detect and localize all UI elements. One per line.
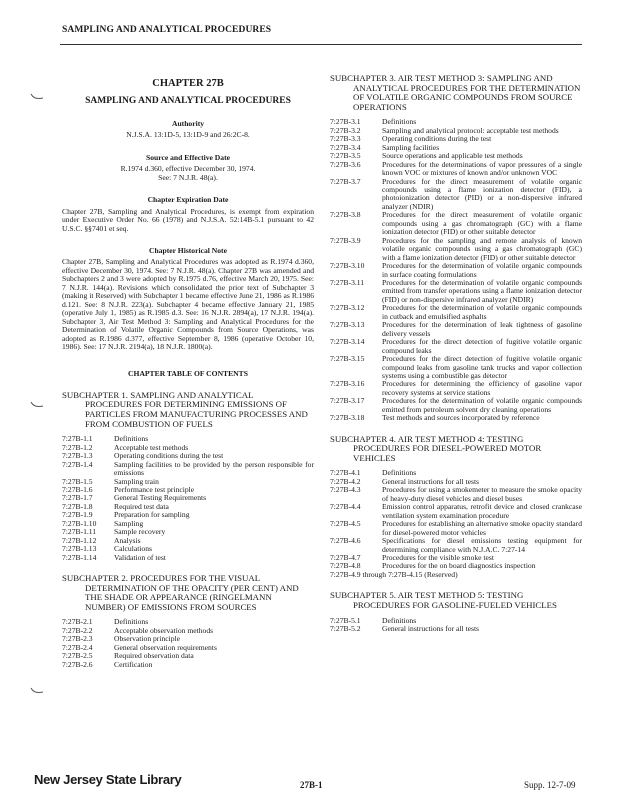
toc-entry <box>330 520 582 537</box>
toc-entry-title: Required test data <box>114 501 169 511</box>
subchapter-heading-rest: PROCEDURES FOR GASOLINE-FUELED VEHICLES <box>353 599 557 610</box>
toc-entry <box>330 571 582 579</box>
toc-entry-title: Procedures for the direct detection of fugitive volatile organic compound leaks <box>382 337 582 355</box>
toc-entry-number: 7:27B-1.11 <box>62 527 97 537</box>
toc-entry-title: Emission control apparatus, retrofit device and closed crankcase ventilation system examination procedure <box>382 502 582 520</box>
toc-entry-number: 7:27B-3.9 <box>330 235 361 245</box>
toc-entry-title: General observation requirements <box>114 642 217 652</box>
toc-entry-number: 7:27B-2.3 <box>62 634 93 644</box>
toc-entry-title: Preparation for sampling <box>114 510 190 520</box>
toc-entry-title: Procedures for the sampling and remote analysis of known volatile organic compounds using a gas chromatograph (GC) with a flame ionization detector (FID) or other suitable detector <box>382 235 582 262</box>
left-column <box>62 76 314 669</box>
toc-entry-title: Sampling facilities <box>382 142 440 152</box>
binder-mark-top <box>30 88 44 96</box>
toc-entry-number: 7:27B-3.13 <box>330 320 365 330</box>
toc-entry <box>330 279 582 304</box>
toc-entry <box>330 135 582 143</box>
subchapter-3-list <box>330 118 582 422</box>
toc-entry-number: 7:27B-4.1 <box>330 468 361 478</box>
toc-entry-title: Procedures for the visible smoke test <box>382 553 494 562</box>
subchapter-2-heading <box>62 574 314 612</box>
toc-entry-title: Source operations and applicable test methods <box>382 151 523 161</box>
toc-entry-title: Sampling train <box>114 476 159 486</box>
toc-entry-number: 7:27B-1.8 <box>62 501 93 511</box>
subchapter-heading-line: SUBCHAPTER 3. AIR TEST METHOD 3: SAMPLING AND <box>330 73 553 83</box>
toc-entry-title: Acceptable test methods <box>114 442 189 452</box>
toc-entry-number: 7:27B-4.4 <box>330 502 361 512</box>
source-heading: Source and Effective Date <box>145 152 230 162</box>
toc-entry <box>330 178 582 212</box>
toc-entry-number: 7:27B-1.1 <box>62 434 93 444</box>
binder-mark-bottom <box>30 682 44 690</box>
toc-entry-title: Sampling and analytical protocol: acceptable test methods <box>382 125 559 135</box>
subchapter-3-heading <box>330 74 582 112</box>
toc-entry-title: Procedures for using a smokemeter to measure the smoke opacity of heavy-duty diesel vehicles and diesel buses <box>382 485 582 503</box>
toc-entry-number: 7:27B-2.4 <box>62 642 93 652</box>
toc-entry-title: Analysis <box>114 535 141 545</box>
toc-entry-title: Test methods and sources incorporated by reference <box>382 413 540 423</box>
toc-entry-title: Required observation data <box>114 651 194 661</box>
toc-entry-title: Procedures for the determination of volatile organic compounds emitted from petroleum solvent dry cleaning operations <box>382 396 582 414</box>
toc-entry-number: 7:27B-1.4 <box>62 459 93 469</box>
toc-entry <box>62 528 314 536</box>
toc-entry-title: Sample recovery <box>114 527 166 537</box>
chapter-title: SAMPLING AND ANALYTICAL PROCEDURES <box>85 96 291 107</box>
toc-entry-title: General Testing Requirements <box>114 493 207 503</box>
toc-entry <box>62 537 314 545</box>
toc-entry-title: Procedures for the direct measurement of volatile organic compounds using a gas chromatograph (GC) with a flame ionization detector (FID) or other suitable detector <box>382 210 582 237</box>
subchapter-heading-rest: ANALYTICAL PROCEDURES FOR THE DETERMINATION OF VOLATILE ORGANIC COMPOUNDS FROM SOURCE OPERATIONS <box>353 82 581 112</box>
toc-entry-number: 7:27B-3.17 <box>330 396 365 406</box>
toc-entry-number: 7:27B-3.18 <box>330 413 365 423</box>
toc-entry <box>330 321 582 338</box>
toc-entry-title: Procedures for the determinations of vapor pressures of a single known VOC or mixtures of known and/or unknown VOC <box>382 159 582 178</box>
toc-entry <box>62 511 314 519</box>
subchapter-1-list <box>62 435 314 562</box>
toc-entry-number: 7:27B-1.9 <box>62 510 93 520</box>
library-watermark: New Jersey State Library <box>34 772 182 787</box>
toc-entry <box>62 461 314 478</box>
subchapter-heading-line: SUBCHAPTER 4. AIR TEST METHOD 4: TESTING <box>330 433 524 444</box>
subchapter-heading-line: SUBCHAPTER 1. SAMPLING AND ANALYTICAL <box>62 389 254 400</box>
supplement-date: Supp. 12-7-09 <box>524 780 576 790</box>
toc-entry-title: Procedures for determining the efficiency of gasoline vapor recovery systems at service stations <box>382 379 582 397</box>
toc-entry-number: 7:27B-1.13 <box>62 544 97 554</box>
toc-entry-number: 7:27B-3.16 <box>330 379 365 389</box>
toc-entry-number: 7:27B-3.4 <box>330 142 361 152</box>
toc-entry-number: 7:27B-2.2 <box>62 625 93 635</box>
toc-entry-title: Procedures for the direct detection of fugitive volatile organic compound leaks from gasoline tank trucks and vapor collection systems using a combustible gas detector <box>382 354 582 380</box>
toc-entry-title: 7:27B-4.9 through 7:27B-4.15 (Reserved) <box>330 569 458 579</box>
toc-entry-title: Definitions <box>382 615 417 625</box>
toc-entry-number: 7:27B-4.6 <box>330 536 361 546</box>
subchapter-5-heading <box>330 591 582 610</box>
toc-entry-title: Definitions <box>382 117 417 127</box>
subchapter-4-list <box>330 469 582 579</box>
toc-entry-title: General instructions for all tests <box>382 624 480 633</box>
toc-entry-title: Operating conditions during the test <box>382 134 492 144</box>
toc-entry-title: Procedures for the determination of volatile organic compounds in cutback and emulsified asphalts <box>382 303 582 321</box>
subchapter-2-list <box>62 618 314 669</box>
toc-entry-number: 7:27B-1.7 <box>62 493 93 503</box>
toc-entry <box>62 520 314 528</box>
toc-entry-title: Sampling <box>114 518 144 528</box>
toc-entry-title: Procedures for establishing an alternative smoke opacity standard for diesel-powered motor vehicles <box>382 519 582 537</box>
toc-entry <box>62 652 314 660</box>
toc-entry <box>330 380 582 397</box>
toc-entry-title: Calculations <box>114 544 152 554</box>
toc-entry-title: Definitions <box>382 468 417 478</box>
toc-entry-title: Operating conditions during the test <box>114 451 224 461</box>
toc-entry-number: 7:27B-1.2 <box>62 442 93 452</box>
toc-entry-title: Performance test principle <box>114 484 195 494</box>
toc-entry-number: 7:27B-3.11 <box>330 277 365 287</box>
chapter-number: CHAPTER 27B <box>152 78 224 89</box>
toc-heading: CHAPTER TABLE OF CONTENTS <box>128 369 248 379</box>
toc-entry-number: 7:27B-3.8 <box>330 210 361 220</box>
toc-entry-number: 7:27B-3.2 <box>330 125 361 135</box>
toc-entry-title: Acceptable observation methods <box>114 625 214 635</box>
toc-entry-number: 7:27B-3.6 <box>330 159 361 169</box>
toc-entry <box>62 627 314 635</box>
toc-entry-number: 7:27B-4.8 <box>330 561 361 571</box>
toc-entry <box>62 494 314 502</box>
subchapter-4-heading <box>330 435 582 464</box>
toc-entry-title: Procedures for the direct measurement of volatile organic compounds using a flame ionization detector (FID), a photoionization detector (PID) or a non-dispersive infrared analyzer (NDIR) <box>382 176 582 211</box>
toc-entry-number: 7:27B-1.12 <box>62 535 97 545</box>
toc-entry <box>330 625 582 633</box>
toc-entry-title: Certification <box>114 659 153 669</box>
toc-entry <box>330 537 582 554</box>
source-text-1: R.1974 d.360, effective December 30, 1974. <box>120 164 256 174</box>
subchapter-1-heading <box>62 391 314 429</box>
binder-mark-middle <box>30 396 44 404</box>
toc-entry-title: Specifications for diesel emissions testing equipment for determining compliance with N.J.A.C. 7:27-14 <box>382 536 582 554</box>
toc-entry-number: 7:27B-1.10 <box>62 518 97 528</box>
toc-entry-title: General instructions for all tests <box>382 476 480 486</box>
subchapter-heading-rest: DETERMINATION OF THE OPACITY (PER CENT) AND THE SHADE OR APPEARANCE (RINGELMANN NUMBER) OF EMISSIONS FROM SOURCES <box>85 582 299 612</box>
toc-entry-number: 7:27B-4.5 <box>330 519 361 529</box>
toc-entry <box>330 355 582 380</box>
toc-entry <box>330 414 582 422</box>
subchapter-heading-line: SUBCHAPTER 5. AIR TEST METHOD 5: TESTING <box>330 590 524 601</box>
toc-entry-number: 7:27B-2.1 <box>62 617 93 627</box>
source-text-2: See: 7 N.J.R. 48(a). <box>158 172 218 182</box>
page-number: 27B-1 <box>300 780 323 790</box>
toc-entry <box>330 338 582 355</box>
toc-entry <box>330 237 582 262</box>
toc-entry <box>330 211 582 236</box>
expiration-heading: Chapter Expiration Date <box>147 195 229 205</box>
toc-entry-title: Definitions <box>114 434 149 444</box>
authority-heading: Authority <box>171 118 205 128</box>
subchapter-5-list <box>330 617 582 634</box>
toc-entry-number: 7:27B-2.6 <box>62 659 93 669</box>
toc-entry-number: 7:27B-2.5 <box>62 651 93 661</box>
toc-entry-number: 7:27B-3.15 <box>330 354 365 364</box>
subchapter-heading-line: SUBCHAPTER 2. PROCEDURES FOR THE VISUAL <box>62 573 261 584</box>
toc-entry-number: 7:27B-3.12 <box>330 303 365 313</box>
toc-entry-number: 7:27B-3.14 <box>330 337 365 347</box>
toc-entry-title: Definitions <box>114 617 149 627</box>
toc-entry-number: 7:27B-5.2 <box>330 624 361 633</box>
running-header: SAMPLING AND ANALYTICAL PROCEDURES <box>62 25 272 35</box>
toc-entry <box>62 554 314 562</box>
toc-entry-number: 7:27B-4.2 <box>330 476 361 486</box>
expiration-text: Chapter 27B, Sampling and Analytical Procedures, is exempt from expiration under Executive Order No. 66 (1978) and N.J.S.A. 52:14B-5.1 pursuant to 42 U.S.C. §§7401 et seq. <box>62 206 314 233</box>
toc-entry-title: Sampling facilities to be provided by the person responsible for emissions <box>114 459 314 478</box>
toc-entry <box>330 304 582 321</box>
header-rule <box>60 44 582 45</box>
toc-entry-title: Procedures for the determination of volatile organic compounds emitted from transfer operations using a flame ionization detector (FID) or non-dispersive infrared analyzer (NDIR) <box>382 277 582 304</box>
toc-entry <box>330 503 582 520</box>
toc-entry <box>330 161 582 178</box>
toc-entry-number: 7:27B-1.5 <box>62 476 93 486</box>
toc-entry <box>330 397 582 414</box>
toc-entry-number: 7:27B-3.7 <box>330 176 361 186</box>
toc-entry-number: 7:27B-4.3 <box>330 485 361 495</box>
toc-entry-number: 7:27B-1.6 <box>62 484 93 494</box>
toc-entry <box>62 435 314 443</box>
subchapter-heading-rest: PROCEDURES FOR DETERMINING EMISSIONS OF PARTICLES FROM MANUFACTURING PROCESSES AND FROM COMBUSTION OF FUELS <box>85 399 308 429</box>
authority-text: N.J.S.A. 13:1D-5, 13:1D-9 and 26:2C-8. <box>126 130 250 140</box>
right-column <box>330 74 582 633</box>
toc-entry-number: 7:27B-3.1 <box>330 117 361 127</box>
toc-entry <box>330 262 582 279</box>
toc-entry-number: 7:27B-4.7 <box>330 553 361 562</box>
toc-entry-title: Procedures for the determination of leak tightness of gasoline delivery vessels <box>382 320 582 338</box>
toc-entry-title: Procedures for the determination of volatile organic compounds in surface coating formulations <box>382 261 582 279</box>
subchapter-heading-rest: PROCEDURES FOR DIESEL-POWERED MOTOR VEHICLES <box>353 443 542 463</box>
toc-entry-number: 7:27B-3.3 <box>330 134 361 144</box>
toc-entry <box>62 545 314 553</box>
history-text: Chapter 27B, Sampling and Analytical Procedures was adopted as R.1974 d.360, effective December 30, 1974. See: 7 N.J.R. 48(a). Chapter 27B was amended and Subchapters 2 and 3 were adopted by R.1975 d.76, effective March 20, 1975. See: 7 N.J.R. 144(a). Revisions which consolidated the prior text of Subchapter 3 (making it Reserved) with Subchapter 1 became effective June 21, 1986 as R.1986 d.121. See: 8 N.J.R. 223(a). Subchapter 4 became effective January 21, 1985 (operative July 1, 1985) as R.1985 d.3. See: 16 N.J.R. 2894(a), 17 N.J.R. 194(a). Subchapter 3, Air Test Method 3: Sampling and Analytical Procedures for the Determination of Volatile Organic Compounds from Source Operations, was adopted as R.1986 d.377, effective September 8, 1986 (operative October 10, 1986). See: 17 N.J.R. 2194(a), 18 N.J.R. 1800(a). <box>62 257 314 351</box>
toc-entry-number: 7:27B-5.1 <box>330 615 361 625</box>
toc-entry <box>62 661 314 669</box>
toc-entry-title: Observation principle <box>114 634 181 644</box>
toc-entry-title: Validation of test <box>114 552 166 562</box>
toc-entry-number: 7:27B-3.5 <box>330 151 361 161</box>
history-heading: Chapter Historical Note <box>149 245 227 255</box>
toc-entry-title: Procedures for the on board diagnostics inspection <box>382 561 536 571</box>
toc-entry-number: 7:27B-3.10 <box>330 261 365 271</box>
toc-entry-number: 7:27B-1.14 <box>62 552 97 562</box>
toc-entry-number: 7:27B-1.3 <box>62 451 93 461</box>
toc-entry <box>330 486 582 503</box>
